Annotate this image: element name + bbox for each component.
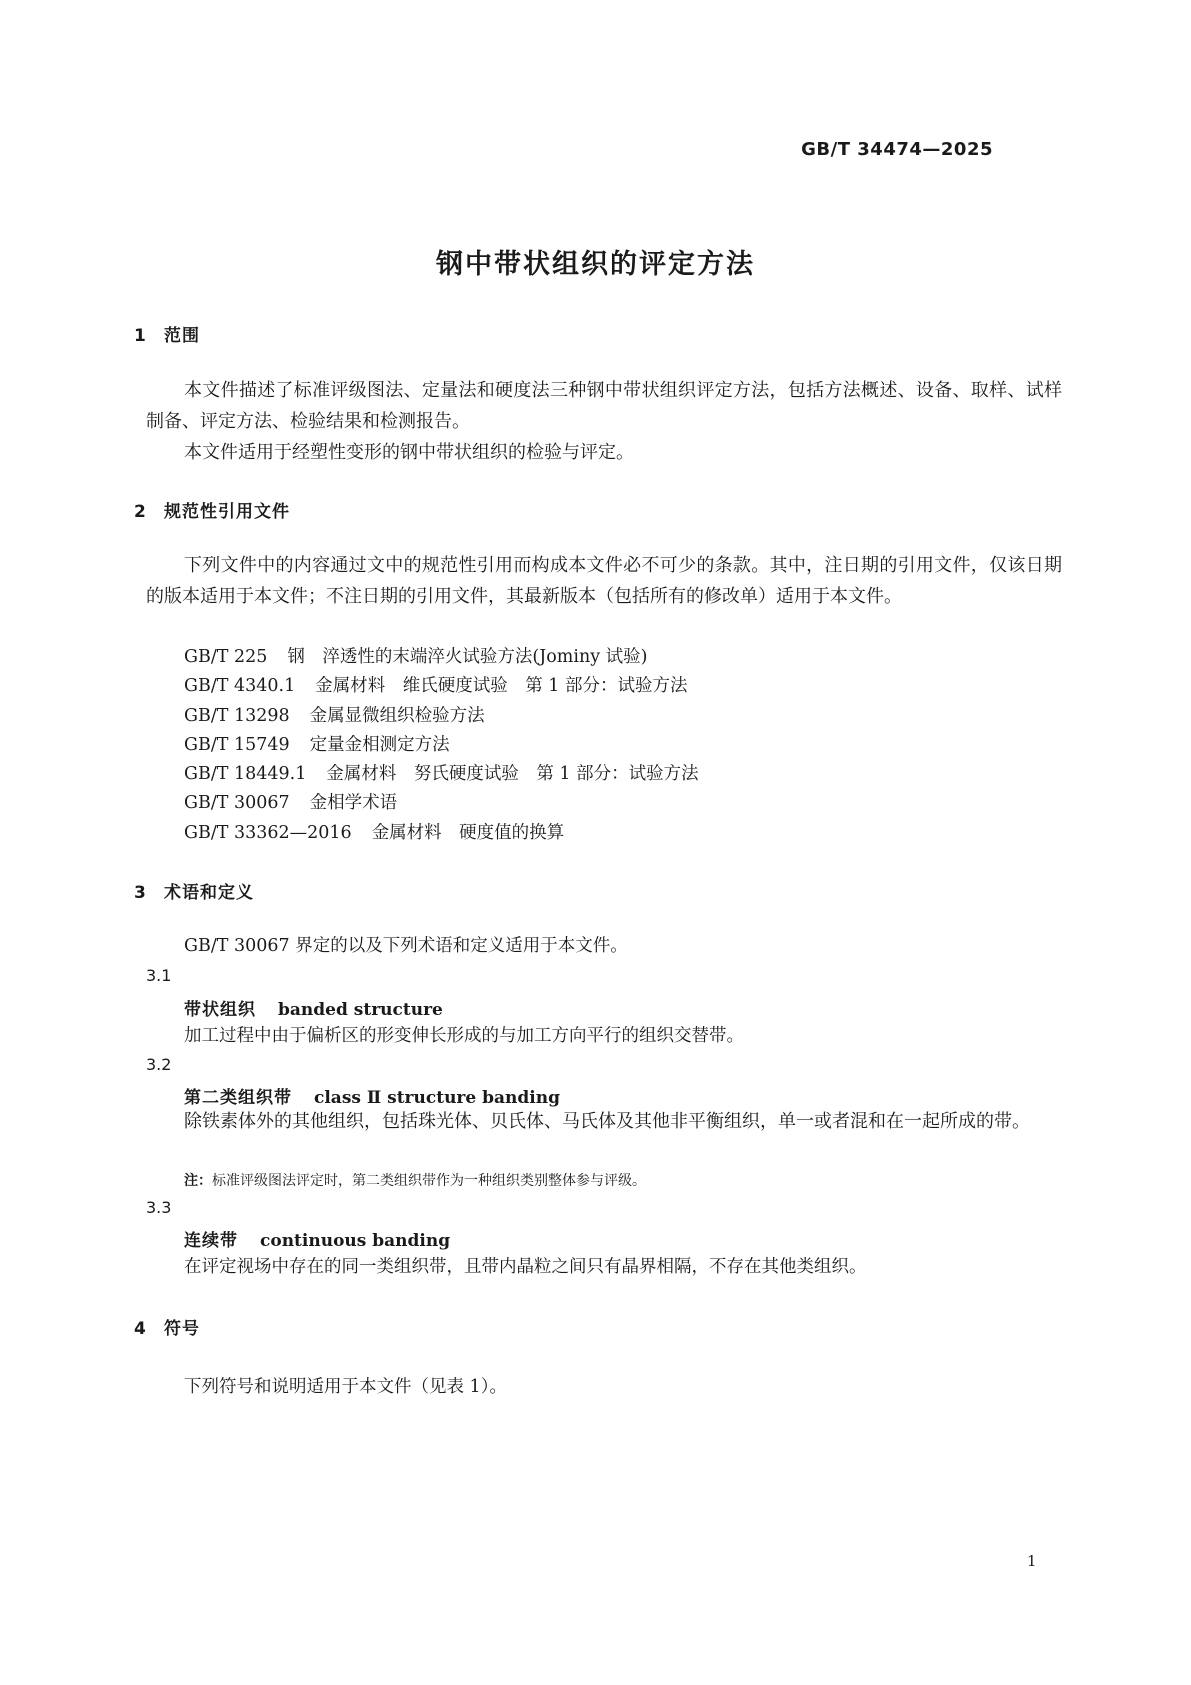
reference-title: 金相学术语 <box>309 793 398 813</box>
section-number: 3 <box>134 883 147 903</box>
term-definition: 除铁素体外的其他组织，包括珠光体、贝氏体、马氏体及其他非平衡组织，单一或者混和在一起所成的带。 <box>184 1111 1030 1132</box>
document-title: 钢中带状组织的评定方法 <box>436 249 755 280</box>
reference-item <box>184 819 564 844</box>
reference-code: GB/T 18449.1 <box>184 764 307 784</box>
reference-title: 金属材料 努氏硬度试验 第 1 部分：试验方法 <box>326 764 699 784</box>
note-label: 注： <box>184 1173 212 1189</box>
reference-code: GB/T 30067 <box>184 793 290 813</box>
reference-title: 金属显微组织检验方法 <box>309 706 485 726</box>
reference-item <box>184 672 687 697</box>
clause-number: 3.2 <box>146 1055 172 1074</box>
section-number: 1 <box>134 326 147 346</box>
reference-title: 金属材料 维氏硬度试验 第 1 部分：试验方法 <box>315 676 688 696</box>
term-definition: 加工过程中由于偏析区的形变伸长形成的与加工方向平行的组织交替带。 <box>184 1026 744 1046</box>
term-english: class Ⅱ structure banding <box>314 1088 560 1108</box>
clause-number: 3.1 <box>146 966 172 985</box>
section-number: 4 <box>134 1319 147 1339</box>
reference-code: GB/T 15749 <box>184 735 290 755</box>
term-heading <box>184 1226 450 1251</box>
section-title: 符号 <box>164 1319 200 1339</box>
page-number: 1 <box>1027 1552 1037 1570</box>
reference-title: 钢 淬透性的末端淬火试验方法(Jominy 试验) <box>287 647 648 667</box>
scope-paragraph-1: 本文件描述了标准评级图法、定量法和硬度法三种钢中带状组织评定方法，包括方法概述、设备、取样、试样制备、评定方法、检验结果和检测报告。 <box>146 380 1062 432</box>
reference-code: GB/T 13298 <box>184 706 290 726</box>
term-english: banded structure <box>278 1000 443 1020</box>
term-note <box>184 1170 646 1190</box>
reference-item <box>184 760 699 785</box>
reference-item <box>184 731 450 756</box>
references-intro: 下列文件中的内容通过文中的规范性引用而构成本文件必不可少的条款。其中，注日期的引用文件，仅该日期的版本适用于本文件；不注日期的引用文件，其最新版本（包括所有的修改单）适用于本文件。 <box>146 555 1062 607</box>
term-chinese: 带状组织 <box>184 1000 256 1020</box>
reference-code: GB/T 33362—2016 <box>184 823 352 843</box>
reference-item <box>184 789 397 814</box>
section-number: 2 <box>134 502 147 522</box>
reference-item <box>184 702 485 727</box>
term-definition: 在评定视场中存在的同一类组织带，且带内晶粒之间只有晶界相隔，不存在其他类组织。 <box>184 1257 867 1277</box>
terms-intro: GB/T 30067 界定的以及下列术语和定义适用于本文件。 <box>184 936 628 956</box>
reference-code: GB/T 225 <box>184 647 268 667</box>
section-4-heading <box>134 1314 200 1339</box>
section-1-heading <box>134 321 200 346</box>
section-title: 范围 <box>164 326 200 346</box>
term-english: continuous banding <box>260 1231 451 1251</box>
standard-number: GB/T 34474—2025 <box>801 139 993 160</box>
term-heading <box>184 1083 560 1108</box>
section-title: 规范性引用文件 <box>164 502 290 522</box>
term-heading <box>184 995 443 1020</box>
reference-title: 定量金相测定方法 <box>309 735 450 755</box>
scope-paragraph-2: 本文件适用于经塑性变形的钢中带状组织的检验与评定。 <box>184 442 634 463</box>
reference-code: GB/T 4340.1 <box>184 676 296 696</box>
reference-item <box>184 643 648 668</box>
symbols-paragraph: 下列符号和说明适用于本文件（见表 1）。 <box>184 1377 507 1397</box>
reference-title: 金属材料 硬度值的换算 <box>371 823 565 843</box>
term-chinese: 连续带 <box>184 1231 238 1251</box>
note-text: 标准评级图法评定时，第二类组织带作为一种组织类别整体参与评级。 <box>212 1173 646 1189</box>
section-title: 术语和定义 <box>164 883 254 903</box>
term-chinese: 第二类组织带 <box>184 1088 292 1108</box>
section-2-heading <box>134 497 290 522</box>
section-3-heading <box>134 878 254 903</box>
clause-number: 3.3 <box>146 1198 172 1217</box>
